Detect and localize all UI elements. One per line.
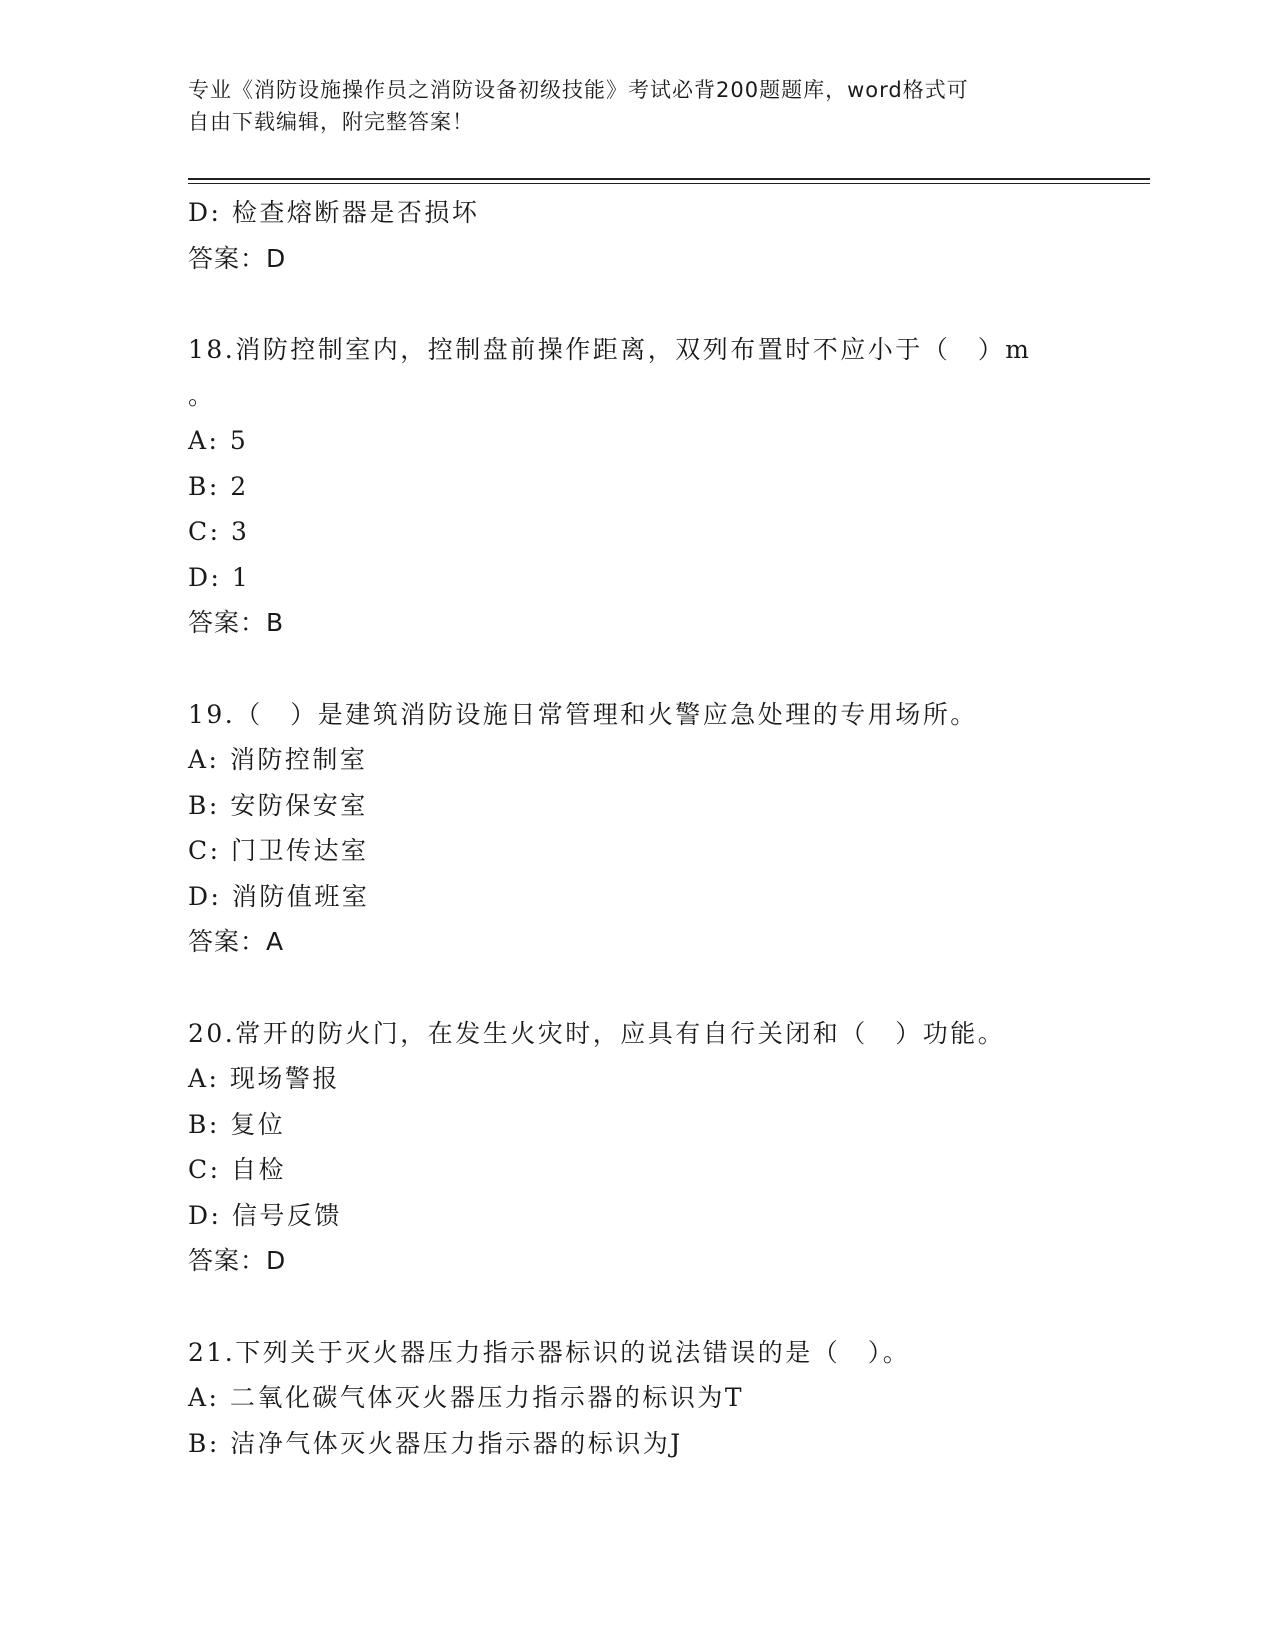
question-21 bbox=[188, 1330, 1068, 1467]
question-stem: 20.常开的防火门，在发生火灾时，应具有自行关闭和（ ）功能。 bbox=[188, 1018, 1006, 1048]
spacer bbox=[188, 965, 1068, 1011]
header-line-2: 自由下载编辑，附完整答案！ bbox=[188, 110, 474, 134]
question-stem: 19.（ ）是建筑消防设施日常管理和火警应急处理的专用场所。 bbox=[188, 699, 978, 729]
option-c: C: 3 bbox=[188, 517, 250, 546]
header-rule-thin bbox=[188, 183, 1150, 184]
option-a: A: 现场警报 bbox=[188, 1064, 340, 1093]
question-19 bbox=[188, 692, 1068, 965]
option-d: D: 消防值班室 bbox=[188, 881, 370, 911]
option-d: D: 1 bbox=[188, 562, 251, 592]
option-c: C: 门卫传达室 bbox=[188, 836, 369, 865]
question-stem: 21.下列关于灭火器压力指示器标识的说法错误的是（ ）。 bbox=[188, 1337, 911, 1367]
question-17-tail bbox=[188, 190, 1068, 281]
page-header bbox=[188, 74, 1068, 138]
option-c: C: 自检 bbox=[188, 1155, 286, 1184]
option-d: D: 信号反馈 bbox=[188, 1200, 342, 1230]
answer: 答案：A bbox=[188, 927, 285, 956]
option-a: A: 5 bbox=[188, 426, 249, 455]
spacer bbox=[188, 1284, 1068, 1330]
option-a: A: 消防控制室 bbox=[188, 745, 368, 774]
answer: 答案：D bbox=[188, 1246, 287, 1275]
option-b: B: 2 bbox=[188, 471, 249, 501]
header-line-1: 专业《消防设施操作员之消防设备初级技能》考试必背200题题库，word格式可 bbox=[188, 78, 969, 102]
answer: 答案：B bbox=[188, 608, 285, 637]
option-d: D: 检查熔断器是否损坏 bbox=[188, 198, 480, 227]
option-a: A: 二氧化碳气体灭火器压力指示器的标识为T bbox=[188, 1383, 745, 1412]
header-rule-thick bbox=[188, 178, 1150, 180]
answer: 答案：D bbox=[188, 243, 287, 273]
spacer bbox=[188, 646, 1068, 692]
document-body bbox=[188, 190, 1068, 1466]
option-b: B: 安防保安室 bbox=[188, 790, 368, 820]
spacer bbox=[188, 281, 1068, 327]
question-20 bbox=[188, 1011, 1068, 1284]
option-b: B: 复位 bbox=[188, 1109, 286, 1139]
question-stem: 18.消防控制室内，控制盘前操作距离，双列布置时不应小于（ ）m bbox=[188, 335, 1032, 364]
option-b: B: 洁净气体灭火器压力指示器的标识为J bbox=[188, 1428, 683, 1458]
question-stem-continued: 。 bbox=[188, 380, 216, 410]
question-18 bbox=[188, 327, 1068, 646]
